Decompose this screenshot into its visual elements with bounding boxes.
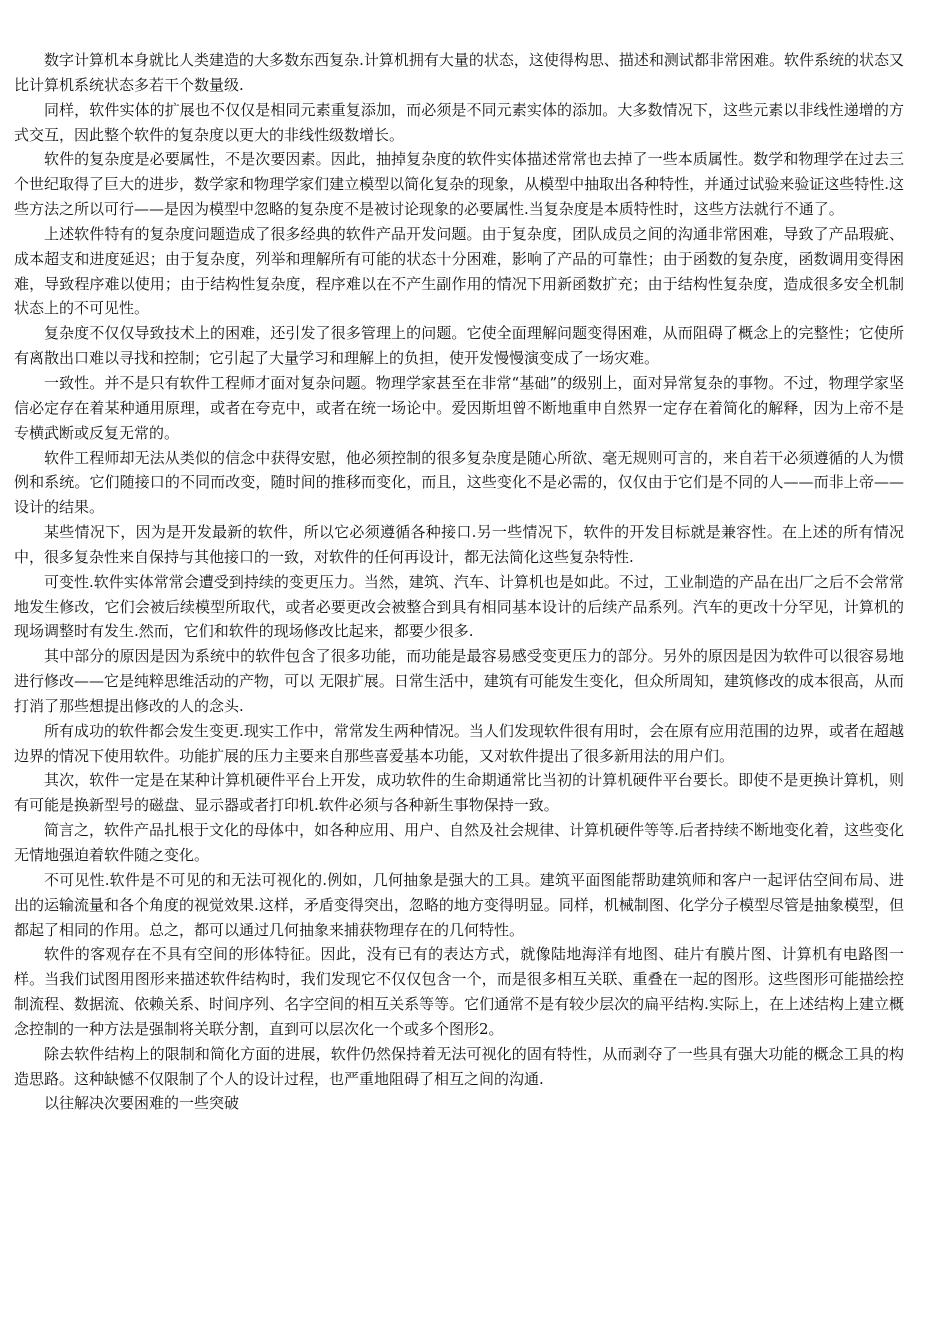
paragraph-essential-property: 软件的复杂度是必要属性，不是次要因素。因此，抽掉复杂度的软件实体描述常常也去掉了一些本质属性。数学和物理学在过去三个世纪取得了巨大的进步，数学家和物理学家们建立模型以简化复杂的现象，从模型中抽取出各种特性，并通过试验来验证这些特性.这 些方法之所以可行——是因为模型中忽略的复杂度不是被讨论现象的必要属性.当复杂度是本质特性时，这些方法就行不通了。	[14, 150, 904, 219]
paragraph-classic-problems: 上述软件特有的复杂度问题造成了很多经典的软件产品开发问题。由于复杂度，团队成员之间的沟通非常困难，导致了产品瑕疵、成本超支和进度延迟；由于复杂度，列举和理解所有可能的状态十分困难，影响了产品的可靠性；由于函数的复杂度，函数调用变得困难，导致程序难以使用；由于结构性复杂度，程序难以在不产生副作用的情况下用新函数扩充；由于结构性复杂度，造成很多安全机制状态上的不可见性。	[14, 224, 904, 318]
paragraph-complexity-intro: 数字计算机本身就比人类建造的大多数东西复杂.计算机拥有大量的状态，这使得构思、描述和测试都非常困难。软件系统的状态又比计算机系统状态多若干个数量级.	[14, 51, 904, 94]
document-body	[14, 48, 904, 1116]
paragraph-nonlinear-growth: 同样，软件实体的扩展也不仅仅是相同元素重复添加，而必须是不同元素实体的添加。大多数情况下，这些元素以非线性递增的方式交互，因此整个软件的复杂度以更大的非线性级数增长。	[14, 100, 904, 144]
paragraph-no-spatial-form: 软件的客观存在不具有空间的形体特征。因此，没有已有的表达方式，就像陆地海洋有地图、硅片有膜片图、计算机有电路图一样。当我们试图用图形来描述软件结构时，我们发现它不仅仅包含一个，而是很多相互关联、重叠在一起的图形。这些图形可能描绘控制流程、数据流、依赖关系、时间序列、名字空间的相互关系等等。它们通常不是有较少层次的扁平结构.实际上，在上述结构上建立概念控制的一种方法是强制将关联分割，直到可以层次化一个或多个图形2。	[14, 945, 904, 1038]
paragraph-interfaces: 某些情况下，因为是开发最新的软件，所以它必须遵循各种接口.另一些情况下，软件的开发目标就是兼容性。在上述的所有情况中，很多复杂性来自保持与其他接口的一致，对软件的任何再设计，都无法简化这些复杂特性.	[14, 523, 904, 566]
paragraph-past-breakthroughs: 以往解决次要困难的一些突破	[44, 1094, 240, 1113]
paragraph-unvisualizable: 除去软件结构上的限制和简化方面的进展，软件仍然保持着无法可视化的固有特性，从而剥夺了一些具有强大功能的概念工具的构造思路。这种缺憾不仅限制了个人的设计过程，也严重地阻碍了相互之间的沟通.	[14, 1044, 904, 1088]
paragraph-conformity: 一致性。并不是只有软件工程师才面对复杂问题。物理学家甚至在非常“基础”的级别上，面对异常复杂的事物。不过，物理学家坚信必定存在着某种通用原理，或者在夸克中，或者在统一场论中。爱因斯坦曾不断地重申自然界一定存在着简化的解释，因为上帝不是专横武断或反复无常的。	[14, 373, 904, 442]
paragraph-arbitrary-complexity: 软件工程师却无法从类似的信念中获得安慰，他必须控制的很多复杂度是随心所欲、毫无规则可言的，来自若干必须遵循的人为惯例和系统。它们随接口的不同而改变，随时间的推移而变化，而且，这些变化不是必需的，仅仅由于它们是不同的人——而非上帝——设计的结果。	[14, 448, 904, 517]
paragraph-invisibility: 不可见性.软件是不可见的和无法可视化的.例如，几何抽象是强大的工具。建筑平面图能帮助建筑师和客户一起评估空间布局、进出的运输流量和各个角度的视觉效果.这样，矛盾变得突出，忽略的地方变得明显。同样，机械制图、化学分子模型尽管是抽象模型，但都起了相同的作用。总之，都可以通过几何抽象来捕获物理存在的几何特性。	[14, 870, 904, 939]
paragraph-cultural-matrix: 简言之，软件产品扎根于文化的母体中，如各种应用、用户、自然及社会规律、计算机硬件等等.后者持续不断地变化着，这些变化无情地强迫着软件随之变化。	[14, 821, 904, 864]
paragraph-successful-software: 所有成功的软件都会发生变更.现实工作中，常常发生两种情况。当人们发现软件很有用时，会在原有应用范围的边界，或者在超越边界的情况下使用软件。功能扩展的压力主要来自那些喜爱基本功能，又对软件提出了很多新用法的用户们。	[14, 721, 904, 765]
paragraph-change-reasons: 其中部分的原因是因为系统中的软件包含了很多功能，而功能是最容易感受变更压力的部分。另外的原因是因为软件可以很容易地进行修改——它是纯粹思维活动的产物，可以 无限扩展。日常生活中，建筑有可能发生变化，但众所周知，建筑修改的成本很高，从而打消了那些想提出修改的人的念头.	[14, 647, 904, 715]
paragraph-management-problems: 复杂度不仅仅导致技术上的困难，还引发了很多管理上的问题。它使全面理解问题变得困难，从而阻碍了概念上的完整性；它使所有离散出口难以寻找和控制；它引起了大量学习和理解上的负担，使开发慢慢演变成了一场灾难。	[14, 324, 904, 368]
paragraph-changeability: 可变性.软件实体常常会遭受到持续的变更压力。当然，建筑、汽车、计算机也是如此。不过，工业制造的产品在出厂之后不会常常地发生修改，它们会被后续模型所取代，或者必要更改会被整合到具有相同基本设计的后续产品系列。汽车的更改十分罕见，计算机的现场调整时有发生.然而，它们和软件的现场修改比起来，都要少很多.	[14, 572, 904, 641]
paragraph-hardware-platform: 其次，软件一定是在某种计算机硬件平台上开发，成功软件的生命期通常比当初的计算机硬件平台要长。即使不是更换计算机，则有可能是换新型号的磁盘、显示器或者打印机.软件必须与各种新生事物保持一致。	[14, 771, 904, 815]
